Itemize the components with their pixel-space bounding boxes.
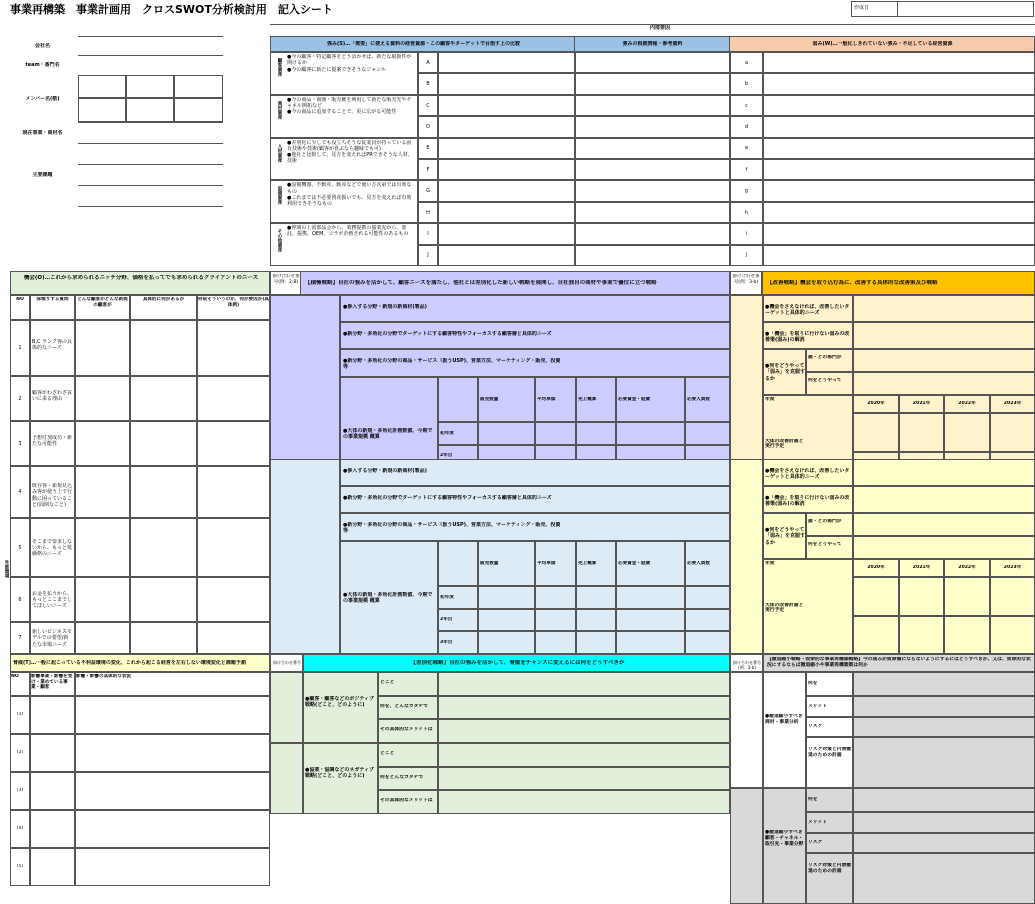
improve-input[interactable] — [853, 372, 1035, 395]
improve-combo-area — [730, 271, 762, 295]
positive-header-text: 【積極戦略】自社の強みを活かして、顧客ニーズを満たし、他社とは差別化した新しい戦略を展開し、自社独自の商材や事業で優位に立つ戦略 — [305, 280, 657, 286]
opportunity-input[interactable] — [75, 622, 130, 654]
opportunity-input[interactable] — [197, 577, 270, 622]
evidence-input[interactable] — [575, 245, 730, 266]
opportunity-input[interactable] — [197, 466, 270, 518]
asset-group-desc: ●仲間の上流部品会から、業務提携の協業先から、委託、提携、OEM、コラボ企画される可能性のあるもの — [287, 225, 409, 238]
company-field-label: メンバー名(敬) — [25, 95, 60, 102]
opportunity-question: 新しいビジネスモデルでの要望/新たな市場ニーズ — [32, 629, 72, 648]
strength-letter: B — [426, 81, 430, 88]
defense-input[interactable] — [853, 717, 1035, 737]
improve-item-label: ●機会をさえなければ、改善したいターゲットと具体的ニーズ — [765, 303, 850, 316]
opportunity-question: そこまで要求しないから、もっと低価格のニーズ — [32, 538, 73, 557]
opportunity-input[interactable] — [130, 518, 197, 577]
strength-header — [270, 36, 575, 52]
improve-combo-cell[interactable] — [730, 459, 763, 654]
evidence-input[interactable] — [575, 202, 730, 223]
strength-letter: H — [426, 209, 430, 216]
opportunity-header — [10, 271, 270, 295]
improve-header — [762, 271, 1035, 295]
positive-plan-blank — [438, 377, 478, 422]
opportunity-input[interactable] — [130, 320, 197, 376]
defense-row-label: 何を — [808, 681, 818, 686]
evidence-input[interactable] — [575, 159, 730, 180]
positive-plan-blank — [438, 541, 478, 586]
positive-combo-label: 掛け合わせ番号(例：2-B) — [272, 274, 300, 285]
evidence-header — [575, 36, 730, 52]
strength-header-text: 強み(S)…「需要」に使える資料の経営資源・この顧客やターゲットで目指す上の比較 — [327, 41, 520, 47]
improve-input[interactable] — [853, 322, 1035, 349]
weak-letter: d — [744, 123, 749, 130]
weak-input[interactable] — [763, 116, 1035, 137]
improve-input[interactable] — [853, 536, 1035, 559]
opportunity-input[interactable] — [197, 518, 270, 577]
differ-header — [303, 654, 730, 672]
threat-no: (2) — [16, 750, 24, 755]
weak-letter: g — [744, 188, 749, 195]
differ-group-label: ●協業・協調などのネガティブ戦略(どこと、どのように) — [305, 767, 374, 780]
member-cell[interactable] — [78, 75, 126, 98]
positive-plan-col-label: 売上概算 — [578, 560, 597, 566]
differ-input[interactable] — [438, 672, 730, 696]
strength-letter: A — [426, 59, 430, 66]
opportunity-col-label: 何故そういうのか、何が要因か(具体例) — [198, 297, 269, 308]
threat-input[interactable] — [30, 772, 75, 810]
improve-how-item: 誰・どの部門が — [808, 355, 842, 360]
positive-plan-input[interactable] — [478, 422, 535, 445]
defense-row-label: リスク — [808, 840, 823, 845]
improve-plan-input[interactable] — [899, 616, 944, 655]
weak-letter: b — [744, 81, 749, 88]
defense-combo-cell[interactable] — [730, 672, 763, 788]
weak-letter: c — [745, 102, 748, 109]
improve-years-label: 年度 — [765, 561, 775, 566]
weak-input[interactable] — [763, 52, 1035, 73]
strength-input[interactable] — [438, 116, 575, 137]
divider — [78, 36, 223, 37]
weak-input[interactable] — [763, 138, 1035, 159]
positive-plan-input[interactable] — [616, 586, 685, 609]
strength-letter: G — [426, 188, 430, 195]
defense-input[interactable] — [853, 833, 1035, 853]
external-side-label: 外部環境 — [4, 560, 9, 578]
defense-input[interactable] — [853, 788, 1035, 812]
positive-plan-input[interactable] — [685, 631, 730, 654]
member-cell[interactable] — [126, 75, 174, 98]
strength-input[interactable] — [438, 159, 575, 180]
defense-input[interactable] — [853, 812, 1035, 833]
opportunity-input[interactable] — [75, 518, 130, 577]
differ-input[interactable] — [438, 696, 730, 720]
improve-input[interactable] — [853, 459, 1035, 486]
improve-item-label: ●機会をさえなければ、改善したいターゲットと具体的ニーズ — [765, 467, 850, 480]
opportunity-input[interactable] — [75, 421, 130, 466]
strength-input[interactable] — [438, 180, 575, 201]
defense-row-label: リスク対策と円滑撤退のための計画 — [808, 747, 852, 758]
positive-item-label: ●参入する分野・新規の新商材(製品) — [343, 467, 427, 474]
improve-plan-input[interactable] — [944, 577, 990, 616]
weak-input[interactable] — [763, 245, 1035, 266]
positive-plan-input[interactable] — [478, 586, 535, 609]
differ-group-label: ●顧客・顧客などのポジティブ戦略(どこと、どのように) — [305, 696, 374, 709]
defense-row-label: リスク対策と円滑撤退のための計画 — [808, 863, 852, 874]
threat-input[interactable] — [30, 810, 75, 848]
member-cell[interactable] — [78, 98, 126, 122]
positive-item-label: ●新分野・多角化の分野でターゲットにする顧客特性やフォーカスする顧客層と具体的ニーズ — [343, 330, 552, 337]
differ-header-text: 【差別化戦略】自社の強みを活かして、脅威をチャンスに変えるには何をどうすべきか — [410, 660, 625, 666]
weak-input[interactable] — [763, 223, 1035, 244]
weak-input[interactable] — [763, 159, 1035, 180]
improve-year: 2022年 — [958, 565, 976, 570]
positive-plan-input[interactable] — [616, 609, 685, 632]
improve-input[interactable] — [853, 349, 1035, 372]
weak-letter: f — [745, 166, 748, 173]
improve-plan-label: 大体の改善計画と実行予定 — [765, 602, 804, 614]
opportunity-col-label: どんな顧客がどんな新規の顧客が — [77, 297, 128, 308]
opportunity-no: 2 — [18, 395, 22, 402]
positive-plan-col-label: 売上概算 — [578, 396, 597, 402]
improve-plan-input[interactable] — [853, 577, 899, 616]
differ-row-label: どこと — [380, 751, 395, 756]
improve-year: 2021年 — [912, 401, 931, 406]
strength-input[interactable] — [438, 138, 575, 159]
opportunity-col-label: NO — [16, 297, 24, 302]
strength-input[interactable] — [438, 245, 575, 266]
date-label-box — [851, 1, 898, 17]
sheet-title: 事業再構築 事業計画用 クロスSWOT分析検討用 記入シート — [10, 3, 333, 16]
opportunity-input[interactable] — [130, 421, 197, 466]
opportunity-input[interactable] — [75, 577, 130, 622]
positive-plan-col-label: 必要資金・経費 — [618, 560, 651, 566]
opportunity-no: 1 — [18, 345, 22, 351]
weak-input[interactable] — [763, 73, 1035, 94]
weak-input[interactable] — [763, 202, 1035, 223]
improve-how-label: ●何をどうやって「弱み」を克服するか — [765, 363, 805, 382]
improve-combo-label: 掛け合わせ番号(例：3-b) — [732, 274, 760, 285]
divider — [78, 164, 223, 165]
opportunity-no: 5 — [18, 544, 22, 551]
opportunity-input[interactable] — [130, 622, 197, 654]
positive-plan-col-label: 必要資金・経費 — [618, 396, 651, 402]
opportunity-input[interactable] — [197, 622, 270, 654]
divider — [78, 55, 223, 56]
improve-year: 2020年 — [867, 565, 885, 570]
threat-col-label: NO — [11, 674, 19, 679]
opportunity-input[interactable] — [130, 577, 197, 622]
evidence-input[interactable] — [575, 95, 730, 116]
positive-header — [300, 271, 730, 295]
opportunity-col-label: 深堀りする質問 — [36, 297, 69, 302]
threat-no: (5) — [16, 864, 24, 869]
asset-group-desc: ●今の顧客・特定顧客をどう活かせば、新たな取扱件が開けるか ●今の顧客に新たに提案できそうなジャンル — [287, 54, 412, 73]
differ-small-label-box — [270, 654, 303, 672]
positive-plan-input[interactable] — [576, 422, 616, 445]
positive-plan-year: 2年目 — [440, 617, 453, 623]
differ-input[interactable] — [438, 767, 730, 791]
positive-plan-input[interactable] — [616, 631, 685, 654]
asset-group-desc: ●設備機器、不動産、動産などで使い方次第では有効なもの ●これまでは不必要資産扱いでも、見方を変えれば有効利用できそうなもの — [287, 182, 412, 208]
strength-letter: D — [426, 123, 430, 130]
member-cell[interactable] — [174, 75, 223, 98]
opportunity-question: 既存客・新規見込み客が使う上で行動に困っていること(面倒なこと) — [32, 483, 73, 508]
evidence-input[interactable] — [575, 52, 730, 73]
date-label: 作成日 — [854, 5, 870, 11]
improve-input[interactable] — [853, 513, 1035, 536]
improve-year: 2021年 — [912, 565, 931, 570]
opportunity-input[interactable] — [197, 421, 270, 466]
positive-combo-cell[interactable] — [270, 459, 340, 654]
asset-group-name: 設備資産 — [277, 186, 282, 205]
defense-small-label: 掛け合わせ番号(例：3-b) — [733, 660, 761, 670]
positive-plan-col-label: 平均単価 — [537, 396, 556, 402]
opportunity-no: 7 — [18, 635, 22, 641]
strength-letter: E — [426, 145, 430, 152]
threat-col-label: 影響事業・影響を受け・業めている事業・顧客 — [31, 674, 73, 691]
defense-input[interactable] — [853, 696, 1035, 717]
positive-plan-input[interactable] — [576, 631, 616, 654]
positive-plan-label: ●大体の新規・多角化計画数値、今期での事業規模 概算 — [343, 427, 433, 440]
company-field-label: team・番門名 — [25, 62, 60, 68]
differ-combo-cell[interactable] — [270, 672, 303, 743]
differ-row-label: その具体的なメリットは — [380, 727, 433, 733]
positive-plan-year: 初年度 — [440, 594, 454, 600]
opportunity-no: 4 — [18, 489, 22, 495]
differ-input[interactable] — [438, 719, 730, 743]
differ-row-label: その具体的なメリットは — [380, 798, 433, 804]
improve-input[interactable] — [853, 486, 1035, 513]
positive-item-label: ●新分野・多角化の分野でターゲットにする顧客特性やフォーカスする顧客層と具体的ニーズ — [343, 494, 552, 501]
improve-year: 2022年 — [958, 401, 976, 406]
differ-input[interactable] — [438, 790, 730, 814]
threat-input[interactable] — [75, 848, 270, 886]
member-cell[interactable] — [174, 98, 223, 122]
defense-row-label-cell — [806, 737, 853, 788]
defense-group-label: ●撤退縮小すべき顧客・チャネル・取引先・事業分野 — [765, 830, 804, 847]
company-field-label: 会社名 — [34, 42, 50, 49]
opportunity-input[interactable] — [75, 466, 130, 518]
improve-how-item: 何をどうやって — [808, 378, 842, 383]
opportunity-no: 3 — [18, 440, 22, 447]
threat-input[interactable] — [75, 734, 270, 772]
strength-letter: F — [426, 166, 430, 173]
weak-input[interactable] — [763, 180, 1035, 201]
threat-header-text: 脅威(T)…一般に起こっている不利益環境の変化、これから起こる経営を左右しない環境変化と課題予測 — [13, 660, 246, 666]
positive-plan-year: 初年度 — [440, 430, 454, 436]
opportunity-input[interactable] — [197, 376, 270, 421]
threat-col-label: 影響・影響の具体的な状況 — [76, 674, 132, 679]
positive-plan-label: ●大体の新規・多角化計画数値、今期での事業規模 概算 — [343, 591, 433, 604]
positive-plan-input[interactable] — [576, 586, 616, 609]
weak-letter: h — [744, 209, 749, 216]
opportunity-input[interactable] — [130, 376, 197, 421]
improve-how-item: 誰・どの部門が — [808, 519, 842, 524]
positive-item-label: ●参入する分野・新規の新商材(製品) — [343, 303, 427, 310]
defense-small-label-box — [730, 654, 763, 672]
positive-plan-input[interactable] — [685, 422, 730, 445]
weak-letter: i — [745, 230, 748, 237]
differ-row-label: 何をどんなカタチで — [380, 774, 424, 780]
opportunity-input[interactable] — [130, 466, 197, 518]
defense-group-label: ●撤退縮小すべき商材・事業分析 — [765, 714, 803, 725]
improve-how-item: 何をどうやって — [808, 542, 842, 547]
positive-plan-col-label: 販売数量 — [480, 560, 499, 566]
asset-group-name: 顧客資産 — [277, 58, 282, 76]
divider — [78, 185, 223, 186]
strength-input[interactable] — [438, 202, 575, 223]
improve-plan-input[interactable] — [899, 413, 944, 452]
positive-item-label: ●新分野・多角化の分野の商品・サービス（扱うUSP)、営業方法、マーケティング・販売、投資等 — [343, 358, 561, 371]
positive-plan-col-label: 販売数量 — [480, 396, 499, 402]
improve-item-label: ●「機会」を取りに行けない弱みの改善策(弱み)の解消 — [765, 494, 850, 507]
defense-header-text: 【撤退縮小戦略・致命的な事業再構築戦略】今の弱みが致命傷にならないようにするにはどうすべきか、又は、致命的な状況にするならば撤退縮小や事業再構築策は何か — [767, 657, 1031, 668]
threat-no: (1) — [16, 712, 24, 717]
improve-plan-input[interactable] — [853, 616, 899, 655]
threat-input[interactable] — [75, 772, 270, 810]
opportunity-col-label: 具体的に何があるか — [142, 297, 185, 302]
positive-plan-col-label: 必要人員数 — [687, 560, 710, 566]
defense-row-label: メリット — [808, 703, 827, 709]
defense-row-label-cell — [806, 853, 853, 904]
defense-header — [763, 654, 1035, 672]
defense-row-label: リスク — [808, 724, 823, 729]
asset-group-desc: ●今の商品・商圏・販売権を利用して新たな販売先やチャネル開拓など ●今の商品に追加することで、更に広がる可能性 — [287, 96, 412, 116]
evidence-input[interactable] — [575, 223, 730, 244]
improve-how-label: ●何をどうやって「弱み」を克服するか — [765, 527, 805, 546]
positive-plan-input[interactable] — [478, 609, 535, 632]
asset-group-name: その他資産 — [277, 229, 282, 252]
evidence-input[interactable] — [575, 138, 730, 159]
positive-plan-input[interactable] — [535, 631, 576, 654]
threat-input[interactable] — [30, 696, 75, 734]
strength-letter: I — [427, 230, 429, 237]
weak-input[interactable] — [763, 95, 1035, 116]
improve-plan-input[interactable] — [944, 616, 990, 655]
positive-plan-input[interactable] — [535, 609, 576, 632]
opportunity-header-text: 機会(O)…これから求められるニッチ分野、価格を払ってでも求められるクライアントのニーズ — [23, 275, 259, 281]
positive-plan-input[interactable] — [685, 586, 730, 609]
strength-letter: C — [426, 102, 430, 109]
improve-plan-input[interactable] — [990, 413, 1035, 452]
weak-letter: a — [744, 59, 749, 66]
asset-group-name: 商材資産 — [277, 100, 282, 119]
defense-row-label: 何を — [808, 797, 818, 802]
threat-no: (3) — [16, 788, 24, 793]
positive-plan-col-label: 平均単価 — [537, 560, 556, 566]
positive-plan-input[interactable] — [576, 609, 616, 632]
differ-row-label: どこと — [380, 680, 395, 685]
asset-group-name: 人材資産 — [277, 143, 282, 162]
positive-plan-input[interactable] — [685, 609, 730, 632]
positive-plan-input[interactable] — [478, 631, 535, 654]
defense-input[interactable] — [853, 737, 1035, 788]
differ-input[interactable] — [438, 743, 730, 767]
opportunity-input[interactable] — [197, 320, 270, 376]
company-field-label: 現在事業・商材名 — [22, 129, 63, 136]
improve-year: 2020年 — [867, 401, 885, 406]
improve-plan-input[interactable] — [853, 413, 899, 452]
positive-plan-input[interactable] — [535, 586, 576, 609]
improve-input[interactable] — [853, 295, 1035, 322]
improve-plan-input[interactable] — [990, 577, 1035, 616]
opportunity-input[interactable] — [75, 320, 130, 376]
threat-input[interactable] — [75, 810, 270, 848]
strength-input[interactable] — [438, 73, 575, 94]
company-field-label: 主要課題 — [32, 171, 53, 178]
positive-plan-col-label: 必要人員数 — [687, 396, 710, 402]
improve-year: 2023年 — [1003, 401, 1022, 406]
opportunity-question: お金を払うから、もっとここまでしてほしいニーズ — [32, 590, 73, 609]
positive-plan-year: 3年目 — [440, 639, 453, 645]
threat-input[interactable] — [30, 734, 75, 772]
opportunity-question: 予想付加成功・新たな可能性 — [32, 434, 73, 447]
threat-input[interactable] — [30, 848, 75, 886]
positive-item-label: ●新分野・多角化の分野の商品・サービス（扱うUSP)、営業方法、マーケティング・販売、投資等 — [343, 522, 561, 535]
weak-letter: j — [745, 252, 748, 259]
evidence-input[interactable] — [575, 180, 730, 201]
positive-plan-input[interactable] — [535, 422, 576, 445]
opportunity-input[interactable] — [75, 376, 130, 421]
threat-input[interactable] — [75, 696, 270, 734]
weak-header — [730, 36, 1035, 52]
evidence-input[interactable] — [575, 116, 730, 137]
defense-row-label: メリット — [808, 819, 827, 825]
improve-item-label: ●「機会」を取りに行けない弱みの改善策(弱み)の解消 — [765, 330, 850, 343]
positive-plan-year: 2年目 — [440, 453, 453, 459]
defense-input[interactable] — [853, 672, 1035, 696]
opportunity-question: B,C ランク客の具体的なニーズ — [32, 339, 73, 352]
opportunity-question: 顧客がわざわざ買いに来る理由 — [32, 389, 73, 402]
evidence-header-text: 強みの根拠情報・参考資料 — [622, 41, 683, 47]
divider — [78, 122, 223, 123]
improve-years-label: 年度 — [765, 397, 775, 402]
strength-input[interactable] — [438, 95, 575, 116]
asset-group-desc: ●差別化に少しでも役立ちそうな従業員が持っている固有技術や技術(顧客が喜ぶなら趣味でも可) ●他社と比較して、見方を変えればPRできそうな人材、技術 — [287, 139, 413, 165]
divider — [78, 206, 223, 207]
strength-letter: J — [427, 252, 429, 259]
differ-small-label: 掛け合わせ番号 — [273, 660, 301, 665]
threat-no: (4) — [16, 826, 24, 831]
improve-header-text: 【改善戦略】機会を取り込む為に、改善する具体的な改善策及び戦略 — [767, 280, 938, 286]
strength-input[interactable] — [438, 223, 575, 244]
positive-plan-input[interactable] — [616, 422, 685, 445]
defense-group-label-cell — [763, 672, 806, 788]
divider — [78, 143, 223, 144]
improve-plan-input[interactable] — [990, 616, 1035, 655]
improve-plan-input[interactable] — [899, 577, 944, 616]
strength-input[interactable] — [438, 52, 575, 73]
improve-plan-label: 大体の改善計画と実行予定 — [765, 438, 804, 450]
differ-row-label: 何を、どんなカタチで — [380, 703, 428, 709]
weak-header-text: 弱み(W)…一般化しきれていない強み・不足している経営資源 — [812, 41, 953, 47]
threat-header — [10, 654, 270, 672]
defense-input[interactable] — [853, 853, 1035, 904]
weak-letter: e — [744, 145, 749, 152]
improve-plan-input[interactable] — [944, 413, 990, 452]
evidence-input[interactable] — [575, 73, 730, 94]
opportunity-no: 6 — [18, 596, 22, 603]
improve-year: 2023年 — [1003, 565, 1022, 570]
date-input[interactable] — [898, 1, 1034, 17]
differ-combo-cell[interactable] — [270, 743, 303, 814]
internal-section-label: 内部要因 — [649, 25, 670, 31]
member-cell[interactable] — [126, 98, 174, 122]
